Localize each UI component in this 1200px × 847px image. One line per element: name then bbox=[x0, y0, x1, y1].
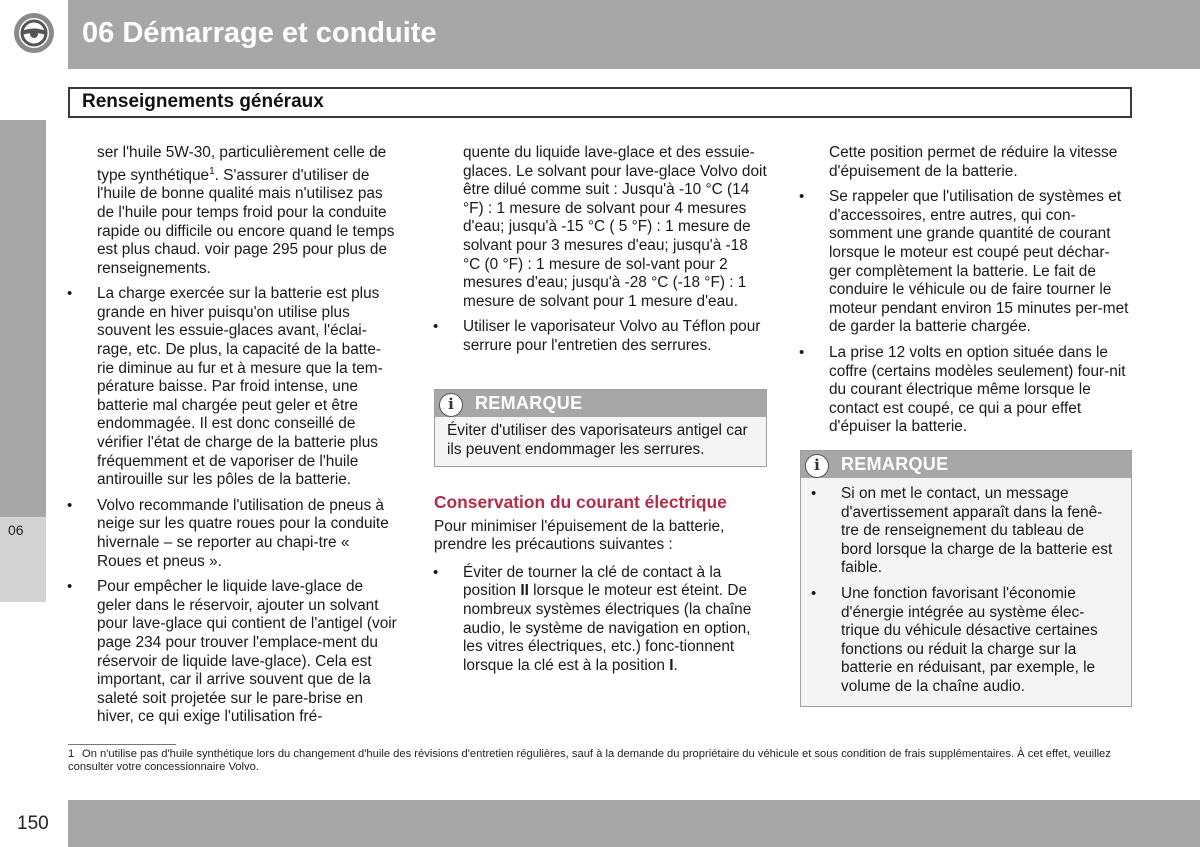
footnote-ref[interactable]: 1 bbox=[209, 165, 215, 177]
note-header bbox=[435, 390, 766, 417]
note-body bbox=[801, 478, 1131, 697]
list-item: • La charge exercée sur la batterie est plus grande en hiver puisqu'on utilise plus souvent les essuie-glaces avant, l'éclai-rage, etc. De plus, la capacité de la batte-rie diminue au fur et à mesure que la tem-pérature baisse. Par froid intense, une batterie mal chargée peut geler et être endommagée. Il est donc conseillé de vérifier l'état de charge de la batterie plus fréquemment et de vaporiser de l'huile antirouille sur les pôles de la batterie. bbox=[68, 285, 398, 490]
list-item: • Volvo recommande l'utilisation de pneus à neige sur les quatre roues pour la conduite hivernale – se reporter au chapi-tre « Roues et pneus ». bbox=[68, 497, 398, 571]
list-item: • Si on met le contact, un message d'avertissement apparaît dans la fenê-tre de renseignement du tableau de bord lorsque la charge de la batterie est faible. bbox=[812, 485, 1119, 578]
paragraph: Cette position permet de réduire la vitesse d'épuisement de la batterie. bbox=[829, 144, 1118, 180]
paragraph: quente du liquide lave-glace et des essuie-glaces. Le solvant pour lave-glace Volvo doit être dilué comme suit : Jusqu'à -10 °C (14 °F) : 1 mesure de solvant pour 4 mesures d'eau; jusqu'à -15 °C ( 5 °F) : 1 mesure de solvant pour 3 mesures d'eau; jusqu'à -18 °C (0 °F) : 1 mesure de sol-vant pour 2 mesures d'eau; jusqu'à -28 °C (-18 °F) : 1 mesure de solvant pour 1 mesure d'eau. bbox=[463, 144, 767, 310]
footnote bbox=[68, 748, 1148, 774]
text: Éviter de tourner la clé de contact à la position bbox=[463, 563, 722, 600]
note-header bbox=[801, 451, 1131, 478]
footnote-marker: 1 bbox=[68, 748, 75, 760]
list-item: • Pour empêcher le liquide lave-glace de geler dans le réservoir, ajouter un solvant pour lave-glace qui contient de l'antigel (voir page 234 pour trouver l'emplace-ment du réservoir de liquide lave-glace). Cela est important, car il arrive souvent que de la saleté soit projetée sur le pare-brise en hiver, ce qui exige l'utilisation fré- bbox=[68, 578, 398, 727]
note-label: REMARQUE bbox=[475, 393, 583, 413]
list-item: • Se rappeler que l'utilisation de systèmes et d'accessoires, entre autres, qui con-somment une grande quantité de courant lorsque le moteur est coupé peut déchar-ger complètement la batterie. Le fait de conduire le véhicule ou de faire tourner le moteur pendant environ 15 minutes per-met de garder la batterie chargée. bbox=[800, 188, 1130, 337]
text: . S'assurer d'utiliser de l'huile de bonne qualité mais n'utilisez pas de l'huile pour temps froid pour la conduite rapide ou difficile ou encore quand le temps est plus chaud. voir page 295 pour plus de renseignements. bbox=[97, 166, 395, 277]
note-box bbox=[800, 450, 1132, 707]
note-text: Éviter d'utiliser des vaporisateurs antigel car ils peuvent endommager les serrures. bbox=[447, 422, 748, 458]
paragraph: Pour minimiser l'épuisement de la batterie, prendre les précautions suivantes : bbox=[434, 517, 725, 554]
text: ser l'huile 5W-30, particulièrement celle de type synthétique bbox=[97, 144, 387, 184]
subsection-heading: Conservation du courant électrique bbox=[434, 492, 727, 512]
text: lorsque le moteur est éteint. De nombreux systèmes électriques (la chaîne audio, le système de navigation en option, les vitres électriques, etc.) fonc-tionnent lorsque la clé est à la position bbox=[463, 582, 752, 674]
chapter-logo bbox=[0, 0, 68, 69]
footnote-text: On n'utilise pas d'huile synthétique lors du changement d'huile des révisions d'entretien régulières, sauf à la demande du propriétaire du véhicule et sous condition de frais supplémentaires. À cet effet, veuillez consulter votre concessionnaire Volvo. bbox=[68, 748, 1111, 773]
note-label: REMARQUE bbox=[841, 454, 949, 474]
column-2 bbox=[434, 144, 768, 363]
column-1 bbox=[68, 144, 398, 734]
section-title: Renseignements généraux bbox=[82, 91, 324, 112]
list-item: • La prise 12 volts en option située dans le coffre (certains modèles seulement) four-nit du courant électrique même lorsque le contact est coupé, ce qui a pour effet d'épuiser la batterie. bbox=[800, 344, 1130, 437]
footnote-divider bbox=[68, 744, 176, 745]
info-icon: i bbox=[439, 393, 463, 417]
info-icon: i bbox=[805, 454, 829, 478]
text: . bbox=[673, 656, 678, 674]
key-position: I bbox=[669, 656, 674, 674]
steering-wheel-icon bbox=[12, 11, 56, 55]
chapter-title: 06 Démarrage et conduite bbox=[82, 17, 437, 49]
column-2-lower bbox=[434, 493, 768, 682]
list-item: • Utiliser le vaporisateur Volvo au Téflon pour serrure pour l'entretien des serrures. bbox=[434, 318, 768, 355]
section-title-box bbox=[68, 87, 1132, 118]
column-3 bbox=[800, 144, 1130, 444]
list-item bbox=[434, 564, 768, 676]
note-box bbox=[434, 389, 767, 467]
footer-band bbox=[68, 800, 1200, 847]
list-item: • Une fonction favorisant l'économie d'énergie intégrée au système élec-trique du véhicule désactive certaines fonctions ou réduit la charge sur la batterie en réduisant, par exemple, le volume de la chaîne audio. bbox=[812, 585, 1119, 697]
page-number: 150 bbox=[17, 813, 49, 834]
key-position: II bbox=[520, 582, 529, 600]
chapter-tab-label: 06 bbox=[8, 522, 24, 538]
paragraph bbox=[68, 144, 398, 278]
